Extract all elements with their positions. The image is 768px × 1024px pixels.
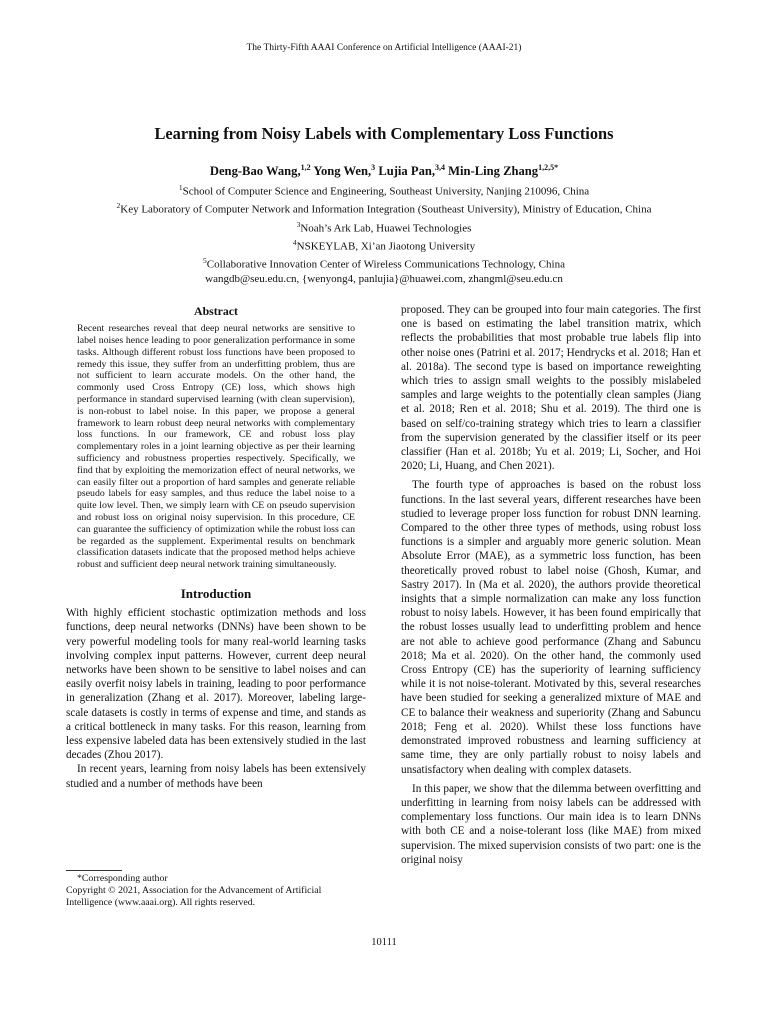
author-name: Min-Ling Zhang: [448, 164, 539, 179]
affiliation-line: [0, 181, 768, 199]
paragraph: In recent years, learning from noisy labels has been extensively studied and a number of methods have been: [66, 763, 366, 790]
affiliations: [0, 181, 768, 287]
affiliation-line: [0, 236, 768, 254]
copyright-notice: Copyright © 2021, Association for the Advancement of Artificial Intelligence (www.aaai.org). All rights reserved.: [66, 884, 322, 908]
paragraph: With highly efficient stochastic optimization methods and loss functions, deep neural networks (DNNs) have been shown to be very powerful modeling tools for many real-world learning tasks involving complex input patterns. However, current deep neural networks have been shown to be sensitive to label noises and can easily overfit noisy labels in training, leading to poor performance in generalization (Zhang et al. 2017). Moreover, labeling large-scale datasets is costly in terms of expense and time, and stands as a critical bottleneck in many tasks. For this reason, learning from less expensive labeled data has been extensively studied in the last decades (Zhou 2017).: [66, 607, 366, 762]
author-name: Yong Wen,: [313, 164, 372, 179]
left-column: [66, 304, 366, 791]
paragraph: In this paper, we show that the dilemma between overfitting and underfitting in learning from noisy labels can be addressed with complementary loss functions. Our main idea is to learn DNNs with both CE and a noise-tolerant loss (like MAE) from mixed supervision. The mixed supervision consists of two part: one is the original noisy: [401, 782, 701, 866]
affiliation-text: NSKEYLAB, Xi’an Jiaotong University: [296, 240, 476, 253]
introduction-body: [66, 606, 366, 791]
affiliation-line: [0, 218, 768, 236]
affiliation-text: Collaborative Innovation Center of Wireless Communications Technology, China: [206, 258, 565, 271]
affiliation-number: 1: [178, 183, 183, 192]
paragraph: proposed. They can be grouped into four main categories. The first one is based on estimating the label transition matrix, which reflects the probabilities that most probable true labels flip into other noise ones (Patrini et al. 2017; Hendrycks et al. 2018; Han et al. 2018a). The second type is based on importance reweighting which tries to assign small weights to the possibly mislabeled samples and large weights to the potentially clean samples (Jiang et al. 2018; Ren et al. 2018; Shu et al. 2019). The third one is based on self/co-training strategy which tries to learn a classifier from the supervision generated by the classifier itself or its peer classifier (Han et al. 2018b; Yu et al. 2019; Li, Socher, and Hoi 2020; Li, Huang, and Chen 2021).: [401, 304, 701, 473]
conference-header: The Thirty-Fifth AAAI Conference on Artificial Intelligence (AAAI-21): [246, 43, 522, 53]
affiliation-text: Noah’s Ark Lab, Huawei Technologies: [300, 222, 472, 235]
footnote: [66, 870, 366, 908]
paper-title: Learning from Noisy Labels with Complementary Loss Functions: [154, 124, 614, 143]
paragraph: The fourth type of approaches is based on the robust loss functions. In the last several years, different researches have been studied to leverage proper loss function for robust DNN learning. Compared to the other three types of methods, using robust loss functions is a simpler and arguably more generic solution. Mean Absolute Error (MAE), as a symmetric loss function, has been theoretically proved robust to label noise (Ghosh, Kumar, and Sastry 2017). In (Ma et al. 2020), the authors provide theoretical insights that a simple normalization can make any loss function robust to noisy labels. However, it has been found empirically that the robust losses usually lead to underfitting problem and hence are not able to achieve good performance (Zhang and Sabuncu 2018; Ma et al. 2020). On the other hand, the commonly used Cross Entropy (CE) has the superiority of learning sufficiency while it is not noise-tolerant. Motivated by this, several researches have been studied for seeking a generalized mixture of MAE and CE to balance their weakness and superiority (Zhang and Sabuncu 2018; Feng et al. 2020). Whilst these loss functions have demonstrated improved robustness and learning sufficiency at same time, they are only partially robust to noisy labels and unsatisfactory when dealing with complex datasets.: [401, 479, 701, 776]
author-affiliation-mark: 1,2: [300, 163, 311, 172]
abstract-heading: Abstract: [194, 304, 238, 318]
author-emails: wangdb@seu.edu.cn, {wenyong4, panlujia}@huawei.com, zhangml@seu.edu.cn: [205, 273, 563, 286]
right-column: [401, 303, 701, 867]
affiliation-number: 3: [296, 219, 301, 229]
abstract-text: Recent researches reveal that deep neural networks are sensitive to label noises hence leading to poor generalization performance in some tasks. Although different robust loss functions have been proposed to remedy this issue, they suffer from an underfitting problem, thus are not sufficient to learn accurate models. On the other hand, the commonly used Cross Entropy (CE) loss, which shows high performance in standard supervised learning (with clean supervision), is non-robust to label noise. In this paper, we propose a general framework to learn robust deep neural networks with complementary loss functions. In our framework, CE and robust loss play complementary roles in a joint learning objective as per their learning sufficiency and robustness properties respectively. Specifically, we find that by exploiting the memorization effect of neural networks, we can easily filter out a proportion of hard samples and generate reliable pseudo labels for easy samples, and thus reduce the label noise to a quite low level. Then, we simply learn with CE on pseudo supervision and robust loss on original noisy supervision. In this procedure, CE can guarantee the sufficiency of optimization while the robust loss can be regarded as the supplement. Experimental results on benchmark classification datasets indicate that the proposed method helps achieve robust and sufficient deep neural network training simultaneously.: [77, 323, 355, 571]
affiliation-number: 4: [292, 237, 297, 247]
corresponding-author-note: *Corresponding author: [77, 873, 168, 884]
footnote-rule: [66, 870, 122, 871]
affiliation-number: 5: [203, 256, 207, 265]
author-list: [0, 163, 768, 179]
author-affiliation-mark: 1,2,5*: [538, 163, 559, 172]
author-name: Lujia Pan,: [378, 164, 436, 179]
affiliation-number: 2: [116, 201, 121, 211]
author-affiliation-mark: 3,4: [435, 163, 446, 172]
author-affiliation-mark: 3: [371, 163, 376, 172]
introduction-heading: Introduction: [180, 585, 252, 601]
affiliation-text: School of Computer Science and Engineering, Southeast University, Nanjing 210096, China: [182, 185, 590, 198]
affiliation-line: [0, 254, 768, 272]
page-number: 10111: [371, 937, 397, 948]
affiliation-text: Key Laboratory of Computer Network and Information Integration (Southeast University), Ministry of Education, China: [120, 203, 652, 216]
affiliation-line: [0, 199, 768, 217]
author-name: Deng-Bao Wang,: [209, 164, 301, 179]
